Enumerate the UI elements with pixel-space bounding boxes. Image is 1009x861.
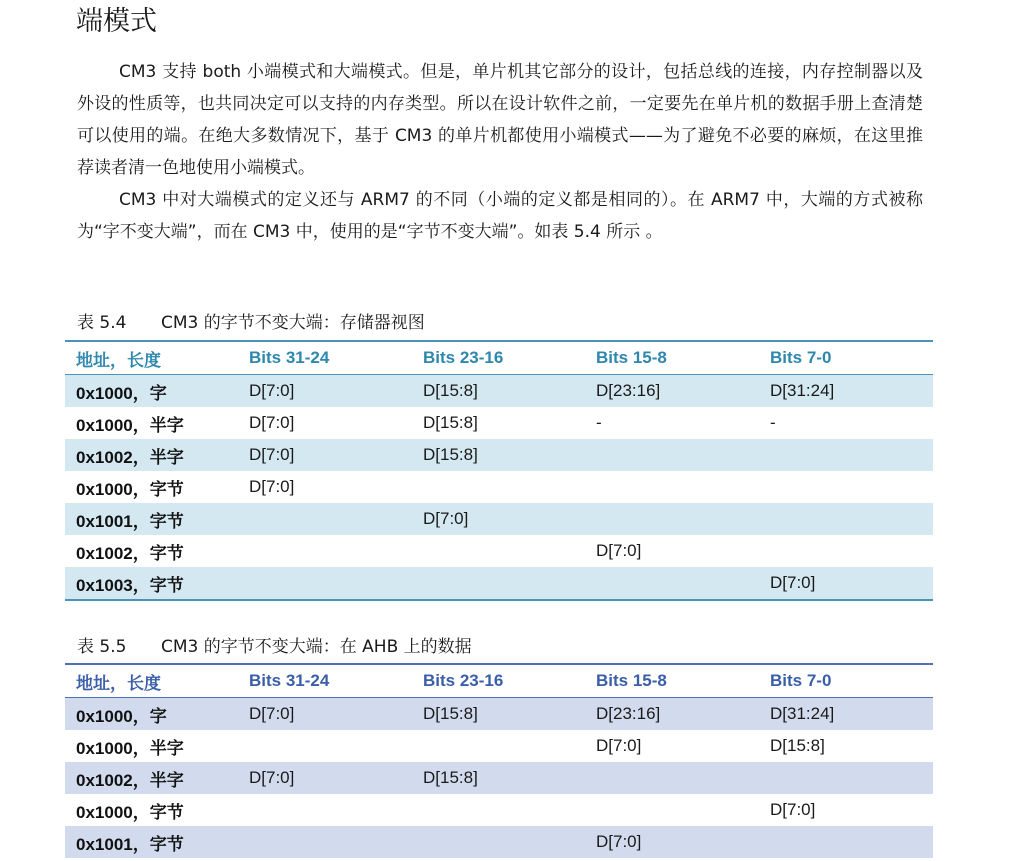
table-row — [65, 407, 933, 439]
data-cell — [585, 794, 759, 826]
data-cell — [412, 471, 585, 503]
data-cell: D[15:8] — [770, 736, 825, 755]
table-row — [65, 730, 933, 762]
table-5-4-title: CM3 的字节不变大端：存储器视图 — [161, 313, 425, 333]
data-cell — [412, 826, 585, 858]
data-cell: - — [770, 413, 776, 432]
table-row — [65, 375, 933, 408]
data-cell: D[15:8] — [412, 375, 585, 408]
data-cell: D[15:8] — [423, 413, 478, 432]
table-5-5-caption — [77, 635, 472, 659]
data-cell — [412, 567, 585, 600]
table-row — [65, 439, 933, 471]
column-header: Bits 15-8 — [585, 664, 759, 698]
address-cell: 0x1000，字节 — [76, 802, 184, 822]
table-5-5-number: 表 5.5 — [77, 637, 127, 657]
address-cell: 0x1000，字节 — [76, 479, 184, 499]
table-header-row — [65, 664, 933, 698]
data-cell — [238, 535, 412, 567]
table-row — [65, 794, 933, 826]
data-cell: D[7:0] — [412, 503, 585, 535]
data-cell — [585, 762, 759, 794]
data-cell — [238, 730, 412, 762]
data-cell: D[7:0] — [596, 736, 642, 755]
table-row — [65, 762, 933, 794]
data-cell: D[31:24] — [759, 375, 933, 408]
address-cell: 0x1001，字节 — [65, 503, 238, 535]
data-cell — [759, 762, 933, 794]
data-cell — [585, 503, 759, 535]
address-cell: 0x1000，半字 — [76, 738, 184, 758]
data-cell — [238, 826, 412, 858]
data-cell: D[7:0] — [249, 477, 295, 496]
column-header: Bits 23-16 — [412, 341, 585, 375]
data-cell — [238, 503, 412, 535]
table-5-4-memory-view — [65, 340, 933, 601]
data-cell — [585, 439, 759, 471]
table-row — [65, 535, 933, 567]
column-header: Bits 15-8 — [585, 341, 759, 375]
data-cell: D[7:0] — [596, 541, 642, 560]
address-cell: 0x1002，半字 — [65, 439, 238, 471]
data-cell: D[7:0] — [238, 439, 412, 471]
data-cell: D[7:0] — [249, 413, 295, 432]
table-5-5-title: CM3 的字节不变大端：在 AHB 上的数据 — [161, 637, 472, 657]
address-cell: 0x1002，半字 — [65, 762, 238, 794]
data-cell — [412, 535, 585, 567]
address-cell: 0x1002，字节 — [76, 543, 184, 563]
data-cell: D[31:24] — [759, 698, 933, 731]
data-cell — [412, 794, 585, 826]
section-heading: 端模式 — [76, 6, 157, 37]
data-cell — [238, 794, 412, 826]
address-cell: 0x1000，字 — [65, 375, 238, 408]
data-cell: D[15:8] — [412, 698, 585, 731]
column-header: 地址，长度 — [65, 341, 238, 375]
data-cell — [759, 439, 933, 471]
column-header: Bits 31-24 — [238, 664, 412, 698]
paragraph-arm7-comparison: CM3 中对大端模式的定义还与 ARM7 的不同（小端的定义都是相同的）。在 ARM7 中，大端的方式被称为“字不变大端”，而在 CM3 中，使用的是“字节不变大端”。如表 5.4 所示 。 — [77, 190, 923, 242]
column-header: 地址，长度 — [65, 664, 238, 698]
data-cell: D[23:16] — [585, 375, 759, 408]
table-row — [65, 471, 933, 503]
data-cell: D[15:8] — [412, 439, 585, 471]
data-cell — [238, 567, 412, 600]
column-header: Bits 7-0 — [759, 341, 933, 375]
table-5-4-caption — [77, 311, 425, 335]
data-cell — [759, 535, 933, 567]
table-row — [65, 503, 933, 535]
table-row — [65, 826, 933, 858]
data-cell: D[23:16] — [585, 698, 759, 731]
data-cell — [585, 471, 759, 503]
column-header: Bits 31-24 — [238, 341, 412, 375]
data-cell — [585, 567, 759, 600]
column-header: Bits 23-16 — [412, 664, 585, 698]
paragraph-endian-support: CM3 支持 both 小端模式和大端模式。但是，单片机其它部分的设计，包括总线的连接，内存控制器以及外设的性质等，也共同决定可以支持的内存类型。所以在设计软件之前，一定要先在单片机的数据手册上查清楚可以使用的端。在绝大多数情况下，基于 CM3 的单片机都使用小端模式——为了避免不必要的麻烦，在这里推荐读者清一色地使用小端模式。 — [77, 62, 923, 178]
address-cell: 0x1003，字节 — [65, 567, 238, 600]
table-5-4-number: 表 5.4 — [77, 313, 127, 333]
address-cell: 0x1001，字节 — [65, 826, 238, 858]
table-5-5-ahb-data — [65, 663, 933, 858]
address-cell: 0x1000，半字 — [76, 415, 184, 435]
table-row — [65, 567, 933, 600]
data-cell — [759, 471, 933, 503]
data-cell — [759, 503, 933, 535]
data-cell: D[7:0] — [238, 375, 412, 408]
data-cell: D[7:0] — [770, 800, 816, 819]
data-cell — [412, 730, 585, 762]
data-cell: D[7:0] — [585, 826, 759, 858]
data-cell: D[7:0] — [238, 698, 412, 731]
data-cell: D[15:8] — [412, 762, 585, 794]
data-cell: D[7:0] — [759, 567, 933, 600]
data-cell: D[7:0] — [238, 762, 412, 794]
table-header-row — [65, 341, 933, 375]
address-cell: 0x1000，字 — [65, 698, 238, 731]
table-row — [65, 698, 933, 731]
column-header: Bits 7-0 — [759, 664, 933, 698]
data-cell: - — [596, 413, 602, 432]
data-cell — [759, 826, 933, 858]
